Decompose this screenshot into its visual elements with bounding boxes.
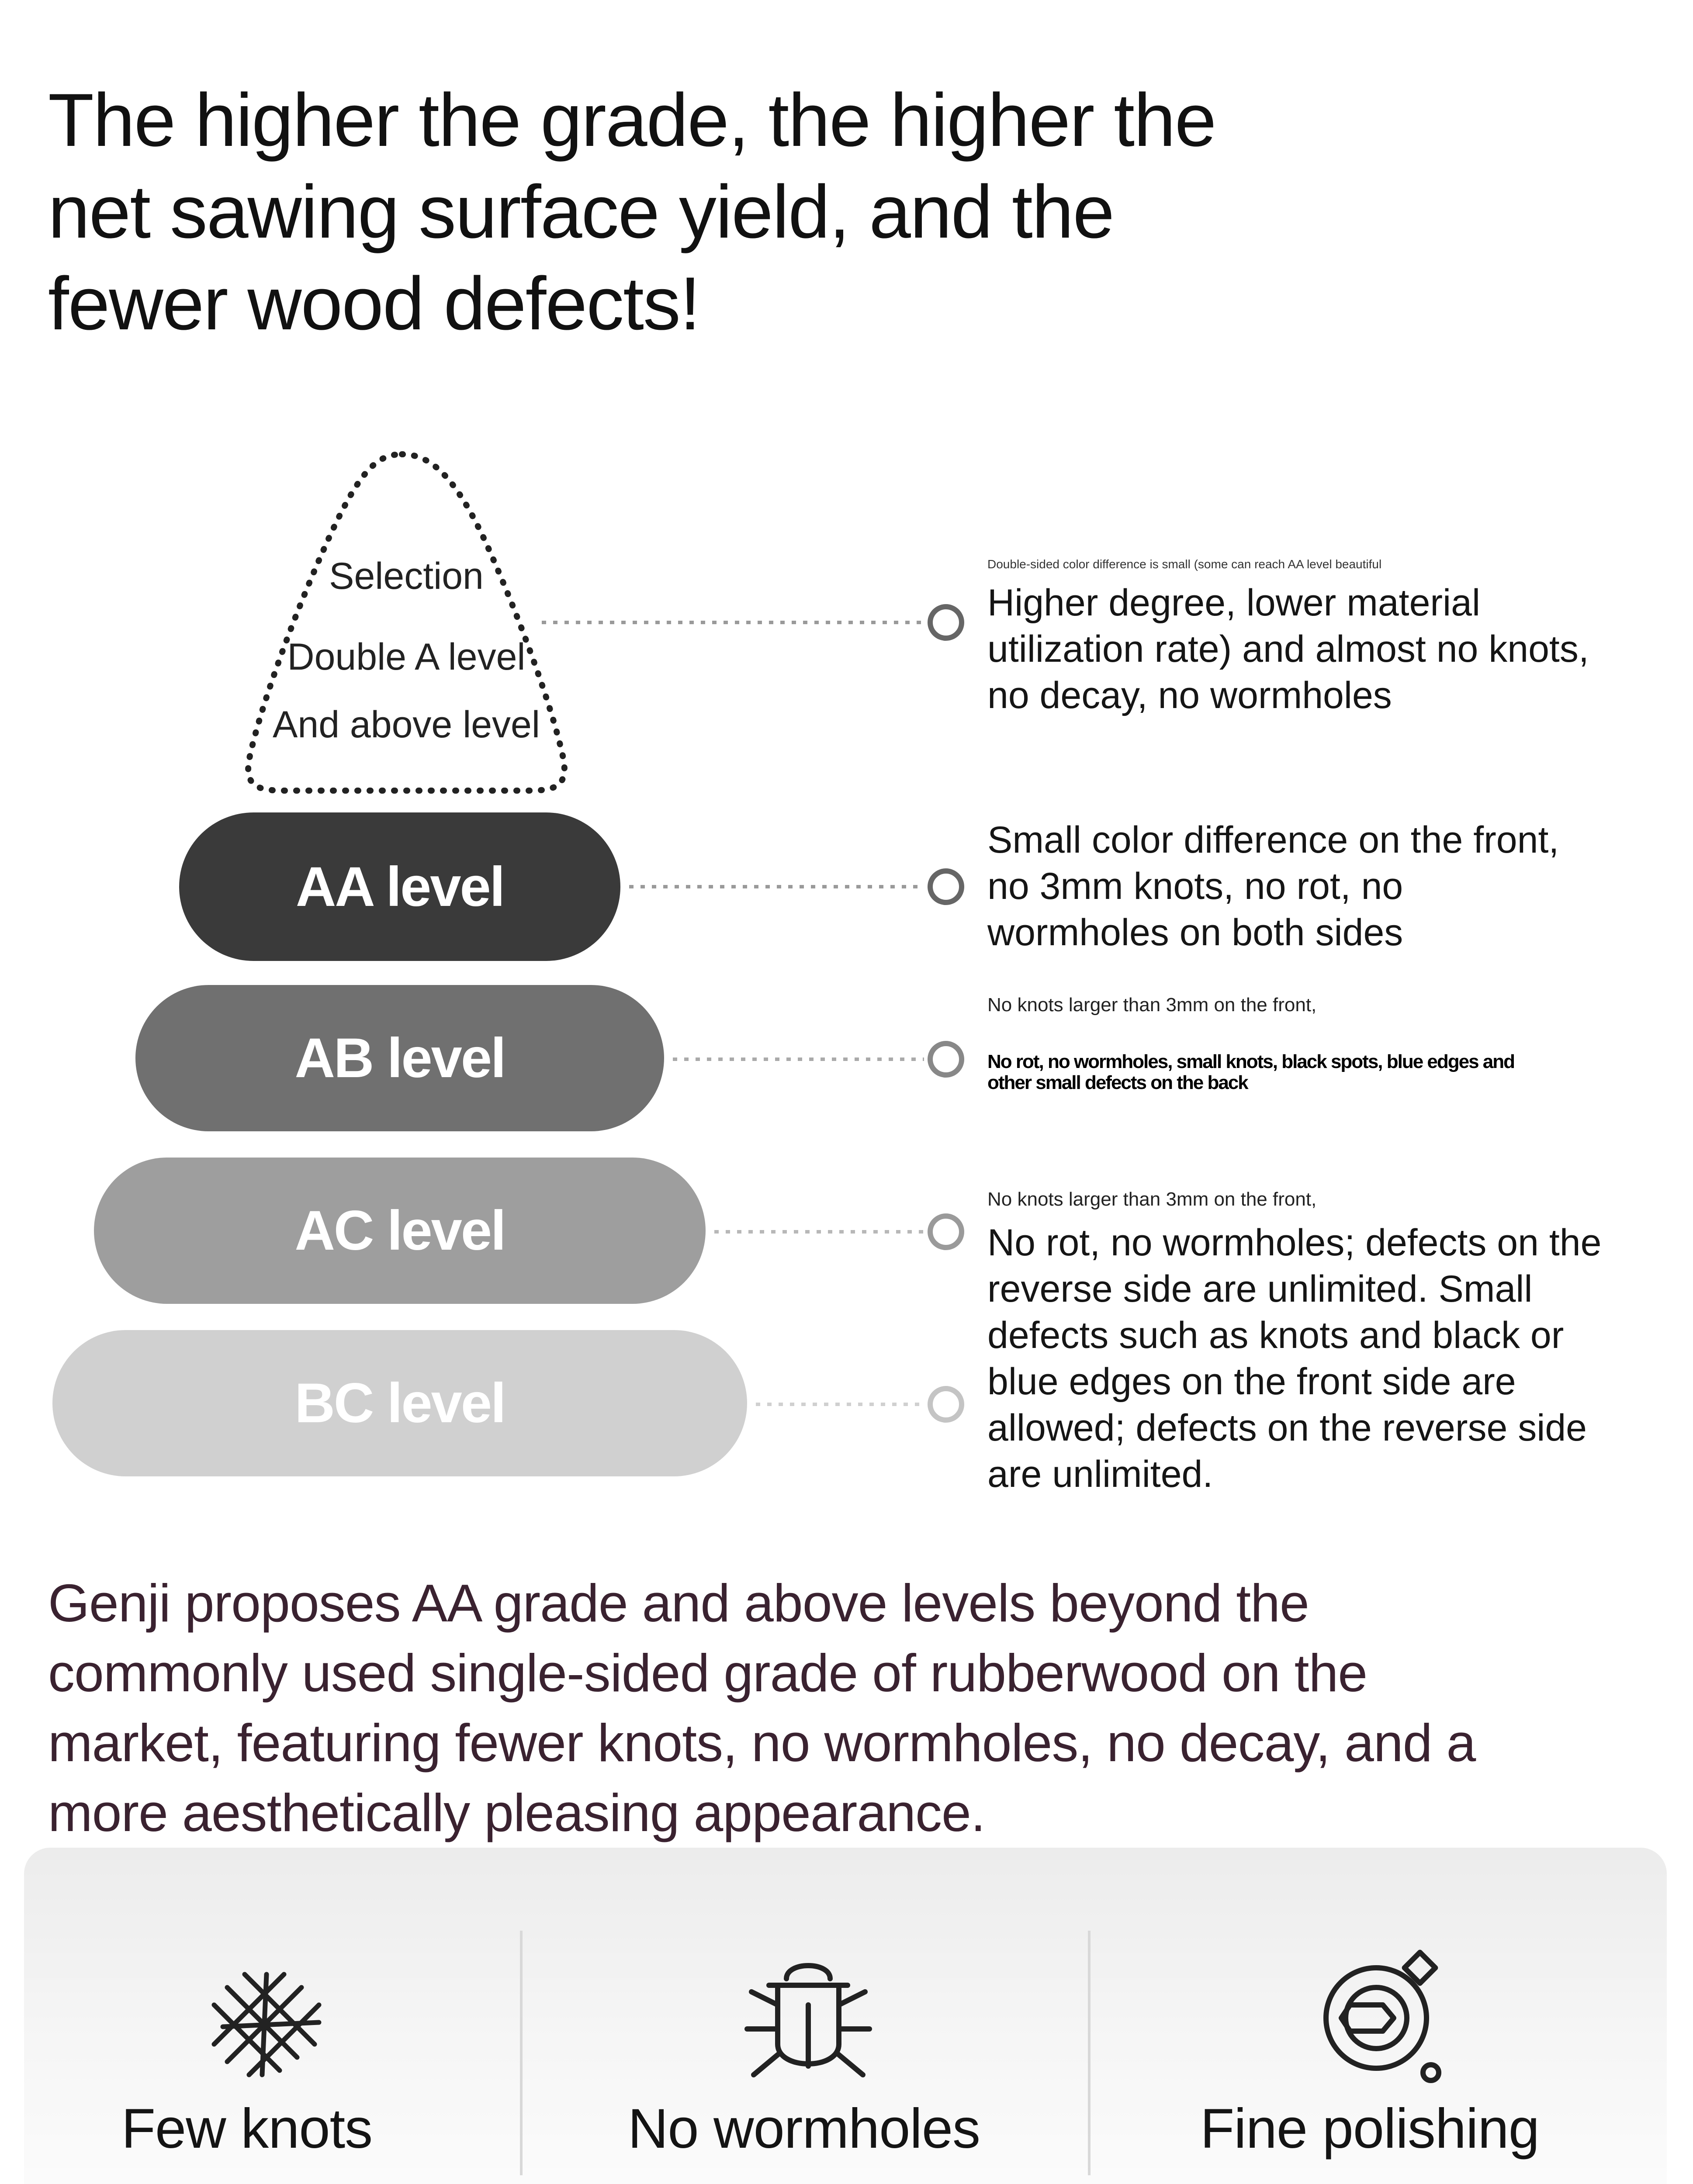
feature-label-few-knots: Few knots xyxy=(121,2098,373,2160)
apex-outline xyxy=(210,446,603,804)
desc-aa xyxy=(987,817,1669,956)
apex-line: And above level xyxy=(273,704,540,746)
connector-dot-selection xyxy=(930,607,962,638)
feature-label-no-wormholes: No wormholes xyxy=(627,2098,980,2160)
desc-line: blue edges on the front side are xyxy=(987,1361,1516,1403)
level-bc: BC level xyxy=(52,1330,747,1476)
desc-line: wormholes on both sides xyxy=(987,912,1403,954)
heading-line: The higher the grade, the higher the xyxy=(48,78,1216,162)
level-ab: AB level xyxy=(135,985,664,1131)
desc-line: are unlimited. xyxy=(987,1453,1213,1495)
level-aa: AA level xyxy=(179,812,620,961)
paragraph-line: commonly used single-sided grade of rubberwood on the xyxy=(48,1643,1368,1703)
desc-line: No rot, no wormholes; defects on the xyxy=(987,1222,1602,1264)
desc-line: defects such as knots and black or xyxy=(987,1314,1564,1356)
apex-line: Double A level xyxy=(287,636,526,678)
desc-line: no decay, no wormholes xyxy=(987,674,1392,716)
desc-note: Double-sided color difference is small (some can reach AA level beautiful xyxy=(987,557,1382,571)
desc-bold-line: No rot, no wormholes, small knots, black spots, blue edges and xyxy=(987,1051,1515,1072)
heading-line: fewer wood defects! xyxy=(48,262,700,346)
apex-line: Selection xyxy=(329,555,484,597)
page-heading xyxy=(48,74,1359,349)
intro-paragraph xyxy=(48,1568,1665,1848)
pyramid-apex xyxy=(210,446,603,804)
connector-dot-ac xyxy=(930,1216,962,1248)
desc-ac-bc xyxy=(987,1188,1669,1497)
feature-divider xyxy=(520,1931,523,2175)
desc-line: Small color difference on the front, xyxy=(987,819,1559,861)
feature-label-fine-polishing: Fine polishing xyxy=(1200,2098,1539,2160)
connector-dot-ab xyxy=(930,1044,962,1075)
desc-note: No knots larger than 3mm on the front, xyxy=(987,994,1317,1016)
feature-divider xyxy=(1088,1931,1091,2175)
desc-note: No knots larger than 3mm on the front, xyxy=(987,1189,1317,1210)
connector-dot-aa xyxy=(930,871,962,902)
connector-dot-bc xyxy=(930,1389,962,1420)
paragraph-line: Genji proposes AA grade and above levels beyond the xyxy=(48,1573,1309,1633)
desc-line: allowed; defects on the reverse side xyxy=(987,1407,1587,1449)
polishing-icon xyxy=(1306,1939,1455,2088)
beetle-icon xyxy=(738,1944,878,2092)
desc-ab xyxy=(987,994,1669,1093)
desc-bold-line: other small defects on the back xyxy=(987,1072,1248,1093)
desc-line: reverse side are unlimited. Small xyxy=(987,1268,1533,1310)
desc-line: Higher degree, lower material xyxy=(987,582,1481,624)
level-ac: AC level xyxy=(94,1158,706,1304)
desc-line: no 3mm knots, no rot, no xyxy=(987,865,1403,907)
paragraph-line: more aesthetically pleasing appearance. xyxy=(48,1783,985,1842)
knots-icon xyxy=(197,1957,336,2088)
paragraph-line: market, featuring fewer knots, no wormholes, no decay, and a xyxy=(48,1713,1476,1773)
desc-line: utilization rate) and almost no knots, xyxy=(987,628,1589,670)
heading-line: net sawing surface yield, and the xyxy=(48,170,1114,254)
desc-selection xyxy=(987,557,1669,719)
